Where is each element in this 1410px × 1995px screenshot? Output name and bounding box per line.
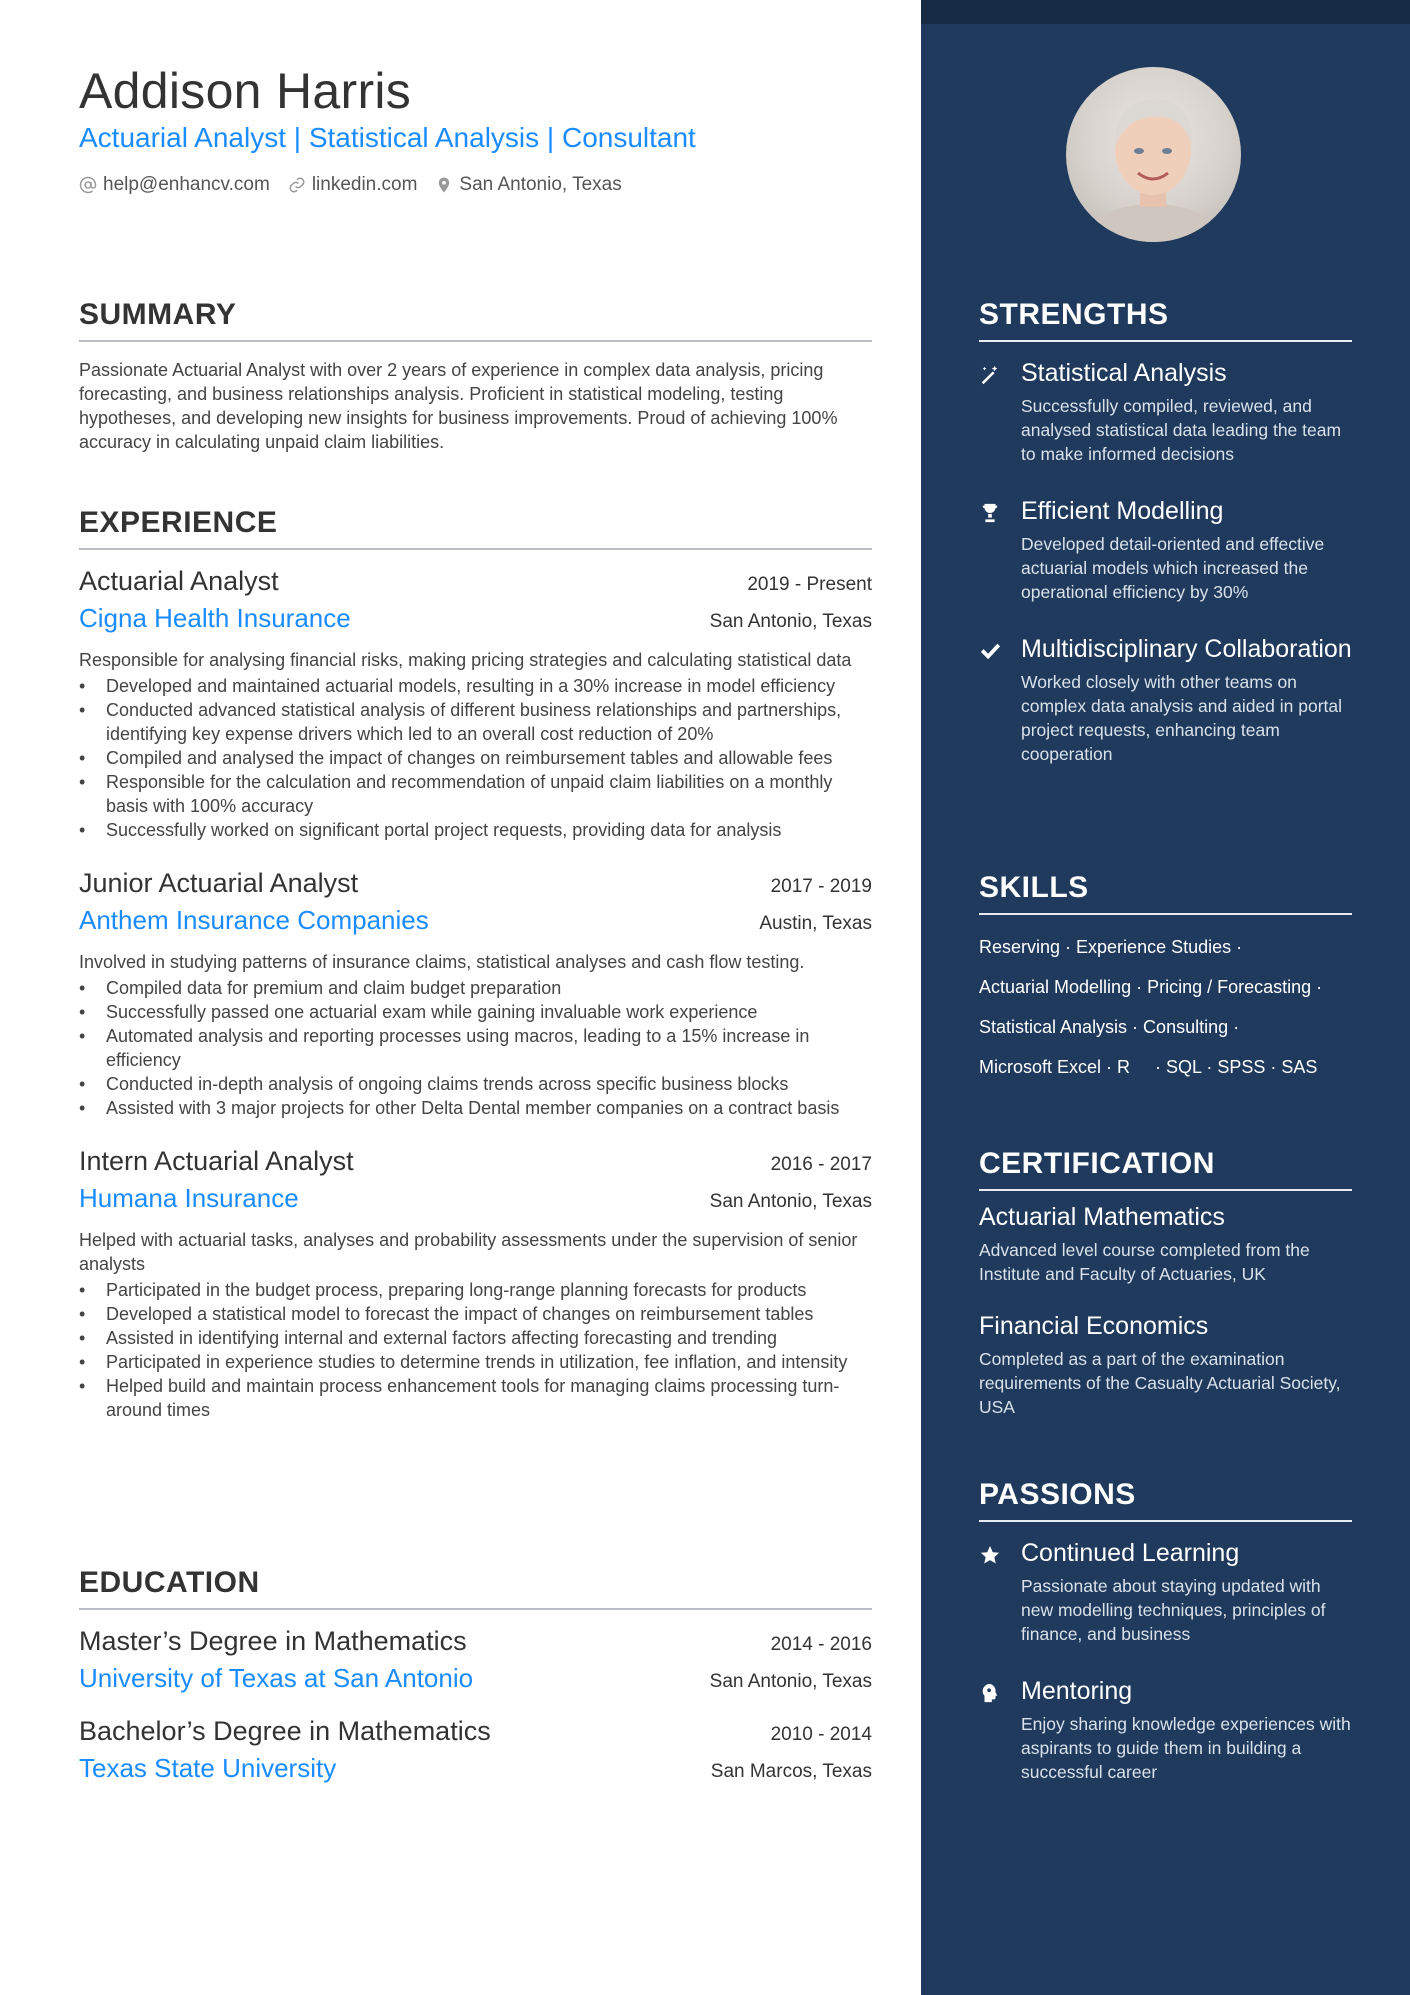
job-title: Intern Actuarial Analyst xyxy=(79,1146,354,1176)
school: Texas State University xyxy=(79,1753,337,1783)
degree: Bachelor’s Degree in Mathematics xyxy=(79,1716,491,1746)
strength-name: Statistical Analysis xyxy=(1021,359,1227,387)
school: University of Texas at San Antonio xyxy=(79,1663,474,1693)
edu-date: 2014 - 2016 xyxy=(770,1634,872,1655)
list-item: • Developed and maintained actuarial models, resulting in a 30% increase in model efficiency xyxy=(79,674,872,698)
edu-date: 2010 - 2014 xyxy=(770,1724,872,1745)
magic-wand-icon xyxy=(979,364,1001,386)
passion-item xyxy=(979,1538,1352,1646)
job-location: San Antonio, Texas xyxy=(709,1191,872,1212)
strength-text: Successfully compiled, reviewed, and analysed statistical data leading the team to make informed decisions xyxy=(1021,396,1342,464)
job-entry xyxy=(79,566,872,842)
strengths-title: STRENGTHS xyxy=(979,298,1169,331)
degree: Master’s Degree in Mathematics xyxy=(79,1626,467,1656)
at-icon xyxy=(79,176,97,194)
star-icon xyxy=(979,1544,1001,1566)
divider xyxy=(979,340,1352,342)
passion-name: Mentoring xyxy=(1021,1677,1133,1705)
list-item: • Helped build and maintain process enhancement tools for managing claims processing turn-around times xyxy=(79,1374,872,1422)
list-item: • Participated in the budget process, preparing long-range planning forecasts for products xyxy=(79,1278,872,1302)
list-item: • Compiled data for premium and claim budget preparation xyxy=(79,976,872,1000)
cert-item xyxy=(979,1203,1352,1286)
list-item: • Automated analysis and reporting processes using macros, leading to a 15% increase in efficiency xyxy=(79,1024,872,1072)
edu-location: San Antonio, Texas xyxy=(709,1671,872,1692)
list-item: • Successfully passed one actuarial exam while gaining invaluable work experience xyxy=(79,1000,872,1024)
cert-name: Actuarial Mathematics xyxy=(979,1203,1225,1231)
skills-title: SKILLS xyxy=(979,871,1089,904)
linkedin-text: linkedin.com xyxy=(311,174,418,195)
skills-list xyxy=(979,927,1352,1087)
job-entry xyxy=(79,1146,872,1422)
avatar xyxy=(1066,67,1241,242)
job-description: Involved in studying patterns of insurance claims, statistical analyses and cash flow testing. xyxy=(79,952,805,972)
education-entry xyxy=(79,1626,872,1694)
skill-line: Actuarial Modelling · Pricing / Forecasting · xyxy=(979,977,1323,997)
passion-name: Continued Learning xyxy=(1021,1539,1240,1567)
passions-section xyxy=(979,1478,1352,1784)
job-date: 2017 - 2019 xyxy=(770,876,872,897)
job-description: Responsible for analysing financial risks, making pricing strategies and calculating statistical data xyxy=(79,650,852,670)
strength-item xyxy=(979,634,1352,766)
cert-text: Advanced level course completed from the Institute and Faculty of Actuaries, UK xyxy=(979,1240,1310,1284)
list-item: • Assisted with 3 major projects for other Delta Dental member companies on a contract basis xyxy=(79,1096,872,1120)
trophy-icon xyxy=(979,502,1001,524)
list-item: • Compiled and analysed the impact of changes on reimbursement tables and allowable fees xyxy=(79,746,872,770)
sidebar-top-band xyxy=(921,0,1410,24)
location-pin-icon xyxy=(435,176,453,194)
cert-name: Financial Economics xyxy=(979,1312,1209,1340)
job-company: Humana Insurance xyxy=(79,1183,299,1213)
passion-item xyxy=(979,1676,1352,1784)
skill-line: Microsoft Excel · R · SQL · SPSS · SAS xyxy=(979,1057,1318,1077)
certification-title: CERTIFICATION xyxy=(979,1147,1215,1180)
job-company: Cigna Health Insurance xyxy=(79,603,351,633)
passion-text: Passionate about staying updated with new modelling techniques, principles of finance, and business xyxy=(1021,1576,1326,1644)
job-date: 2019 - Present xyxy=(747,574,872,595)
job-bullets xyxy=(79,976,872,1120)
location-text: San Antonio, Texas xyxy=(459,174,622,195)
passion-text: Enjoy sharing knowledge experiences with aspirants to guide them in building a successful career xyxy=(1021,1714,1351,1782)
list-item: • Responsible for the calculation and recommendation of unpaid claim liabilities on a monthly basis with 100% accuracy xyxy=(79,770,872,818)
job-date: 2016 - 2017 xyxy=(770,1154,872,1175)
list-item: • Developed a statistical model to forecast the impact of changes on reimbursement tables xyxy=(79,1302,872,1326)
experience-section xyxy=(79,506,872,1422)
strength-text: Worked closely with other teams on complex data analysis and aided in portal project requests, enhancing team cooperation xyxy=(1021,672,1343,764)
job-description: Helped with actuarial tasks, analyses and probability assessments under the supervision of senior analysts xyxy=(79,1230,858,1274)
link-icon xyxy=(288,176,306,194)
list-item: • Successfully worked on significant portal project requests, providing data for analysis xyxy=(79,818,872,842)
strength-item xyxy=(979,496,1352,604)
job-location: Austin, Texas xyxy=(759,913,872,934)
education-section xyxy=(79,1566,872,1784)
profile-photo xyxy=(1066,67,1241,242)
list-item: • Conducted advanced statistical analysis of different business relationships and partnerships, identifying key expense drivers which led to an overall cost reduction of 20% xyxy=(79,698,872,746)
cert-text: Completed as a part of the examination requirements of the Casualty Actuarial Society, USA xyxy=(979,1349,1341,1417)
cert-item xyxy=(979,1312,1352,1419)
contact-email[interactable] xyxy=(79,174,270,196)
divider xyxy=(979,1189,1352,1191)
checkmark-icon xyxy=(979,640,1001,662)
contact-linkedin[interactable] xyxy=(288,174,418,196)
edu-location: San Marcos, Texas xyxy=(710,1761,872,1782)
strength-item xyxy=(979,358,1352,466)
strengths-section xyxy=(979,298,1352,766)
skill-line: Reserving · Experience Studies · xyxy=(979,937,1243,957)
job-entry xyxy=(79,868,872,1120)
skills-section xyxy=(979,871,1352,1087)
education-entry xyxy=(79,1716,872,1784)
experience-title: EXPERIENCE xyxy=(79,506,278,539)
head-brain-icon xyxy=(979,1682,1001,1704)
summary-title: SUMMARY xyxy=(79,298,237,331)
candidate-name: Addison Harris xyxy=(79,63,412,119)
strength-name: Efficient Modelling xyxy=(1021,497,1224,525)
divider xyxy=(79,548,872,550)
divider xyxy=(79,1608,872,1610)
strength-name: Multidisciplinary Collaboration xyxy=(1021,635,1352,663)
list-item: • Conducted in-depth analysis of ongoing claims trends across specific business blocks xyxy=(79,1072,872,1096)
passions-title: PASSIONS xyxy=(979,1478,1136,1511)
list-item: • Participated in experience studies to determine trends in utilization, fee inflation, and intensity xyxy=(79,1350,872,1374)
strength-text: Developed detail-oriented and effective actuarial models which increased the operational efficiency by 30% xyxy=(1021,534,1325,602)
email-text: help@enhancv.com xyxy=(103,174,270,195)
job-bullets xyxy=(79,1278,872,1422)
job-company: Anthem Insurance Companies xyxy=(79,905,429,935)
divider xyxy=(79,340,872,342)
education-title: EDUCATION xyxy=(79,1566,260,1599)
contact-location xyxy=(435,174,621,196)
summary-text: Passionate Actuarial Analyst with over 2 years of experience in complex data analysis, pricing forecasting, and business relationships analysis. Proficient in statistical modeling, testing hypotheses, and developing new insights for business improvements. Proud of achieving 100% accuracy in calculating unpaid claim liabilities. xyxy=(79,360,838,452)
list-item: • Assisted in identifying internal and external factors affecting forecasting and trending xyxy=(79,1326,872,1350)
divider xyxy=(979,913,1352,915)
job-location: San Antonio, Texas xyxy=(709,611,872,632)
job-title: Junior Actuarial Analyst xyxy=(79,868,359,898)
certification-section xyxy=(979,1147,1352,1419)
sidebar xyxy=(921,0,1410,1995)
contact-info xyxy=(79,174,622,196)
summary-section xyxy=(79,298,872,454)
divider xyxy=(979,1520,1352,1522)
skill-line: Statistical Analysis · Consulting · xyxy=(979,1017,1240,1037)
job-bullets xyxy=(79,674,872,842)
job-title: Actuarial Analyst xyxy=(79,566,279,596)
headline: Actuarial Analyst | Statistical Analysis | Consultant xyxy=(79,122,696,153)
